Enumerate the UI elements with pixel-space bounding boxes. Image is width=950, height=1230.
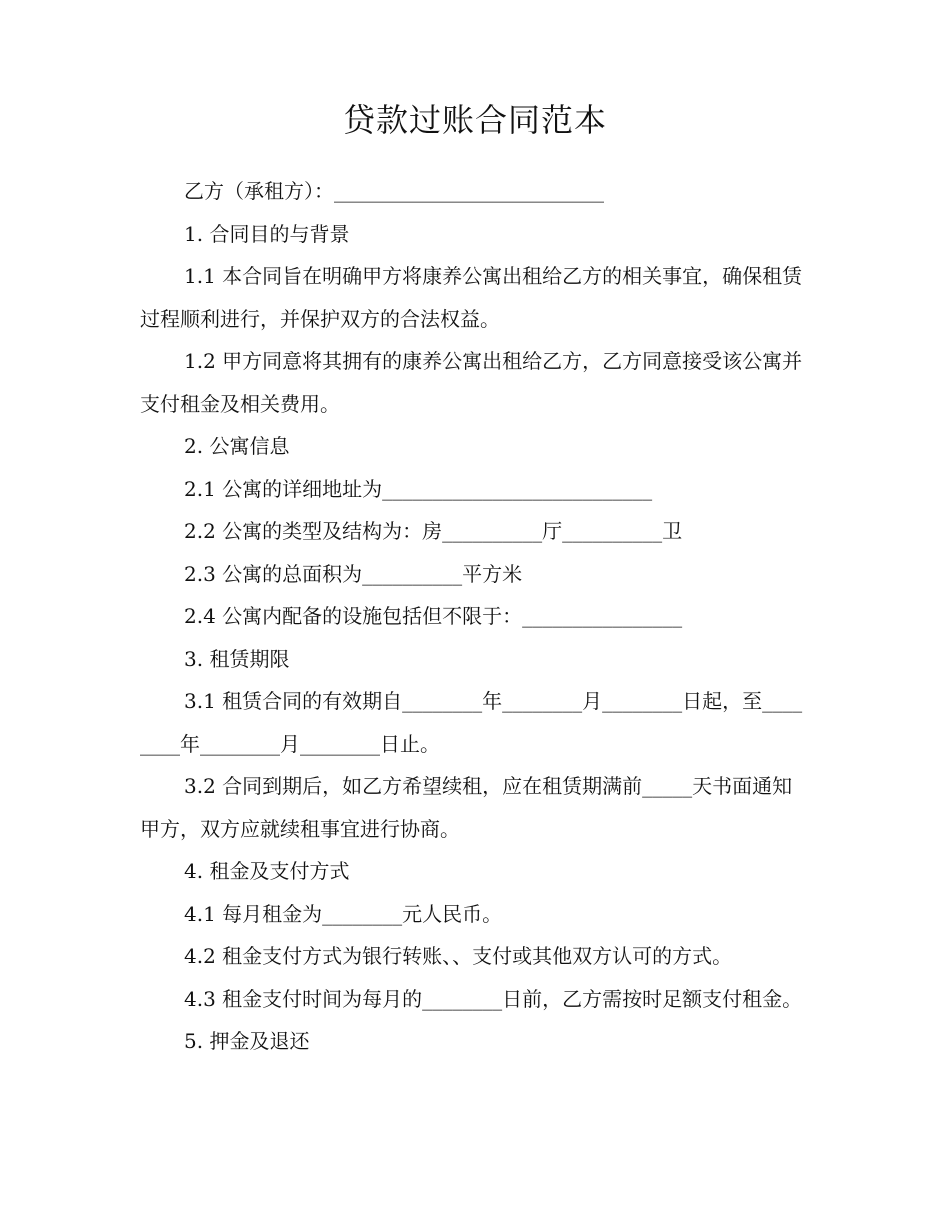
clause-1-1: 1.1 本合同旨在明确甲方将康养公寓出租给乙方的相关事宜，确保租赁过程顺利进行，并保护双方的合法权益。 bbox=[140, 264, 803, 331]
clause-3-1: 3.1 租赁合同的有效期自________年________月________日起，至________年________月________日止。 bbox=[140, 689, 803, 756]
clause-2-1: 2.1 公寓的详细地址为___________________________ bbox=[184, 476, 653, 501]
clause-2-3: 2.3 公寓的总面积为__________平方米 bbox=[184, 561, 523, 586]
section-heading-4: 4. 租金及支付方式 bbox=[184, 859, 350, 883]
party-b-line: 乙方（承租方）：___________________________ bbox=[184, 179, 604, 203]
document-body bbox=[140, 170, 810, 1063]
clause-1-2: 1.2 甲方同意将其拥有的康养公寓出租给乙方，乙方同意接受该公寓并支付租金及相关费用。 bbox=[140, 349, 803, 416]
clause-4-2: 4.2 租金支付方式为银行转账、、支付或其他双方认可的方式。 bbox=[184, 944, 733, 968]
clause-3-2: 3.2 合同到期后，如乙方希望续租，应在租赁期满前_____天书面通知甲方，双方应就续租事宜进行协商。 bbox=[140, 774, 793, 841]
document-title: 贷款过账合同范本 bbox=[342, 101, 607, 139]
clause-2-4: 2.4 公寓内配备的设施包括但不限于：________________ bbox=[184, 604, 683, 628]
clause-2-2: 2.2 公寓的类型及结构为：房__________厅__________卫 bbox=[184, 519, 683, 543]
section-heading-2: 2. 公寓信息 bbox=[184, 434, 290, 458]
clause-4-1: 4.1 每月租金为________元人民币。 bbox=[184, 901, 503, 926]
section-heading-3: 3. 租赁期限 bbox=[184, 646, 290, 671]
clause-4-3: 4.3 租金支付时间为每月的________日前，乙方需按时足额支付租金。 bbox=[184, 986, 803, 1011]
section-heading-5: 5. 押金及退还 bbox=[184, 1029, 310, 1053]
section-heading-1: 1. 合同目的与背景 bbox=[184, 221, 350, 246]
